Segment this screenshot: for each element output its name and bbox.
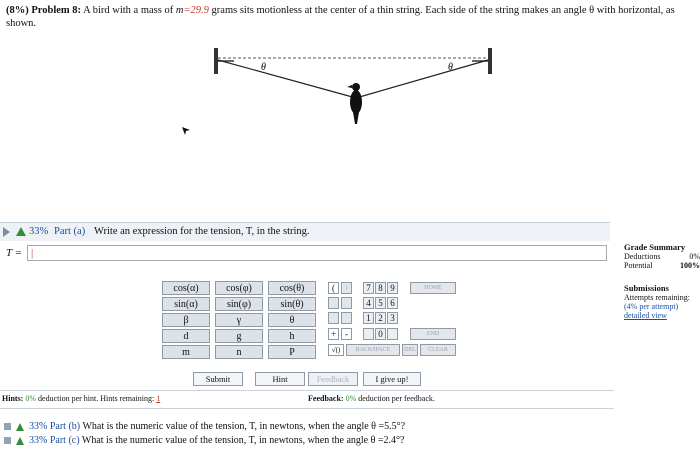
- part-c-percent: 33%: [29, 435, 48, 446]
- hints-bar: [0, 390, 614, 409]
- text-caret: |: [31, 247, 34, 259]
- key-cos-alpha[interactable]: cos(α): [162, 281, 210, 295]
- part-c-row[interactable]: [4, 435, 694, 446]
- key-3[interactable]: 3: [387, 312, 398, 324]
- part-b-percent: 33%: [29, 421, 48, 432]
- problem-text-a: A bird with a mass of: [83, 5, 174, 16]
- key-cos-phi[interactable]: cos(φ): [215, 281, 263, 295]
- key-1[interactable]: 1: [363, 312, 374, 324]
- key-clear[interactable]: CLEAR: [420, 344, 456, 356]
- string-left: [218, 60, 356, 98]
- key-slash[interactable]: [328, 312, 339, 324]
- hints-remaining: 1: [156, 394, 161, 403]
- right-post: [472, 48, 492, 74]
- key-backspace[interactable]: BACKSPACE: [346, 344, 400, 356]
- key-4[interactable]: 4: [363, 297, 374, 309]
- part-c-question: What is the numeric value of the tension, T, in newtons, when the angle θ =2.4°?: [81, 435, 405, 446]
- key-caret-2[interactable]: [341, 297, 352, 309]
- answer-label: T =: [6, 247, 23, 259]
- problem-statement: [6, 4, 696, 30]
- submit-button[interactable]: Submit: [193, 372, 243, 386]
- angle-left-label: θ: [261, 62, 266, 73]
- deductions-label: Deductions: [624, 252, 661, 261]
- key-beta[interactable]: β: [162, 313, 210, 327]
- per-attempt-note: (4% per attempt): [624, 302, 679, 311]
- key-blank-right[interactable]: [387, 328, 398, 340]
- key-open-paren[interactable]: (: [328, 282, 339, 294]
- bird-on-string-figure: [0, 38, 700, 218]
- key-g[interactable]: g: [215, 329, 263, 343]
- grade-summary: [624, 243, 700, 320]
- deductions-row: [624, 252, 700, 261]
- key-sin-theta[interactable]: sin(θ): [268, 297, 316, 311]
- potential-row: [624, 261, 700, 270]
- key-blank-left[interactable]: [363, 328, 374, 340]
- key-del[interactable]: DEL: [402, 344, 418, 356]
- key-9[interactable]: 9: [387, 282, 398, 294]
- attempts-remaining: Attempts remaining:: [624, 293, 690, 302]
- collapsed-part-icon: [4, 437, 11, 444]
- key-gamma[interactable]: γ: [215, 313, 263, 327]
- expand-triangle-icon[interactable]: [3, 227, 10, 237]
- key-end[interactable]: END: [410, 328, 456, 340]
- hints-pct: 0%: [25, 394, 37, 403]
- warning-icon: [16, 437, 24, 445]
- key-p[interactable]: P: [268, 345, 316, 359]
- bird-icon: [347, 83, 362, 124]
- key-sin-phi[interactable]: sin(φ): [215, 297, 263, 311]
- part-a-percent: 33%: [29, 226, 49, 237]
- key-plus[interactable]: +: [328, 328, 339, 340]
- mass-symbol: m: [175, 5, 184, 16]
- key-star[interactable]: [341, 312, 352, 324]
- hints-info: [2, 394, 160, 403]
- potential-value: 100%: [680, 261, 700, 270]
- part-b-label: Part (b): [49, 421, 81, 432]
- string-right: [356, 60, 488, 98]
- equation-keypad: [162, 281, 457, 361]
- angle-right-label: θ: [448, 62, 453, 73]
- feedback-pct: 0%: [345, 394, 357, 403]
- answer-input[interactable]: [27, 245, 607, 261]
- potential-label: Potential: [624, 261, 653, 270]
- part-a-label: Part (a): [54, 226, 86, 237]
- feedback-text: deduction per feedback.: [358, 394, 435, 403]
- part-a-header[interactable]: [0, 222, 610, 241]
- part-b-question: What is the numeric value of the tension, T, in newtons, when the angle θ =5.5°?: [82, 421, 406, 432]
- feedback-button[interactable]: Feedback: [308, 372, 358, 386]
- key-home[interactable]: HOME: [410, 282, 456, 294]
- problem-weight: (8%): [6, 5, 29, 16]
- give-up-button[interactable]: I give up!: [363, 372, 421, 386]
- cursor-icon: [182, 127, 190, 135]
- key-7[interactable]: 7: [363, 282, 374, 294]
- key-h[interactable]: h: [268, 329, 316, 343]
- mass-value: =29.9: [183, 5, 209, 16]
- problem-label: Problem 8:: [31, 5, 82, 16]
- key-caret[interactable]: [328, 297, 339, 309]
- feedback-label: Feedback:: [308, 394, 344, 403]
- key-minus[interactable]: -: [341, 328, 352, 340]
- key-2[interactable]: 2: [375, 312, 386, 324]
- deductions-value: 0%: [689, 252, 700, 261]
- problem-text-b: grams sits motionless at the center of a thin string. Each side of the string makes an angle θ with horizontal, as shown.: [6, 5, 675, 29]
- key-sqrt[interactable]: √(): [328, 344, 344, 356]
- collapsed-part-icon: [4, 423, 11, 430]
- left-post: [214, 48, 234, 74]
- warning-icon: [16, 227, 26, 236]
- part-c-label: Part (c): [49, 435, 80, 446]
- key-close-paren[interactable]: ): [341, 282, 352, 294]
- hint-button[interactable]: Hint: [255, 372, 305, 386]
- submissions-title: Submissions: [624, 283, 669, 293]
- detailed-view-link[interactable]: detailed view: [624, 311, 667, 320]
- key-theta[interactable]: θ: [268, 313, 316, 327]
- grade-summary-title: Grade Summary: [624, 242, 686, 252]
- warning-icon: [16, 423, 24, 431]
- key-m[interactable]: m: [162, 345, 210, 359]
- hints-text: deduction per hint. Hints remaining:: [38, 394, 155, 403]
- key-n[interactable]: n: [215, 345, 263, 359]
- key-0[interactable]: 0: [375, 328, 386, 340]
- key-d[interactable]: d: [162, 329, 210, 343]
- part-b-row[interactable]: [4, 421, 694, 432]
- feedback-info: [308, 394, 435, 403]
- key-sin-alpha[interactable]: sin(α): [162, 297, 210, 311]
- key-6[interactable]: 6: [387, 297, 398, 309]
- key-5[interactable]: 5: [375, 297, 386, 309]
- hints-label: Hints:: [2, 394, 24, 403]
- key-8[interactable]: 8: [375, 282, 386, 294]
- answer-row: [0, 243, 610, 265]
- key-cos-theta[interactable]: cos(θ): [268, 281, 316, 295]
- part-a-question: Write an expression for the tension, T, in the string.: [94, 226, 310, 237]
